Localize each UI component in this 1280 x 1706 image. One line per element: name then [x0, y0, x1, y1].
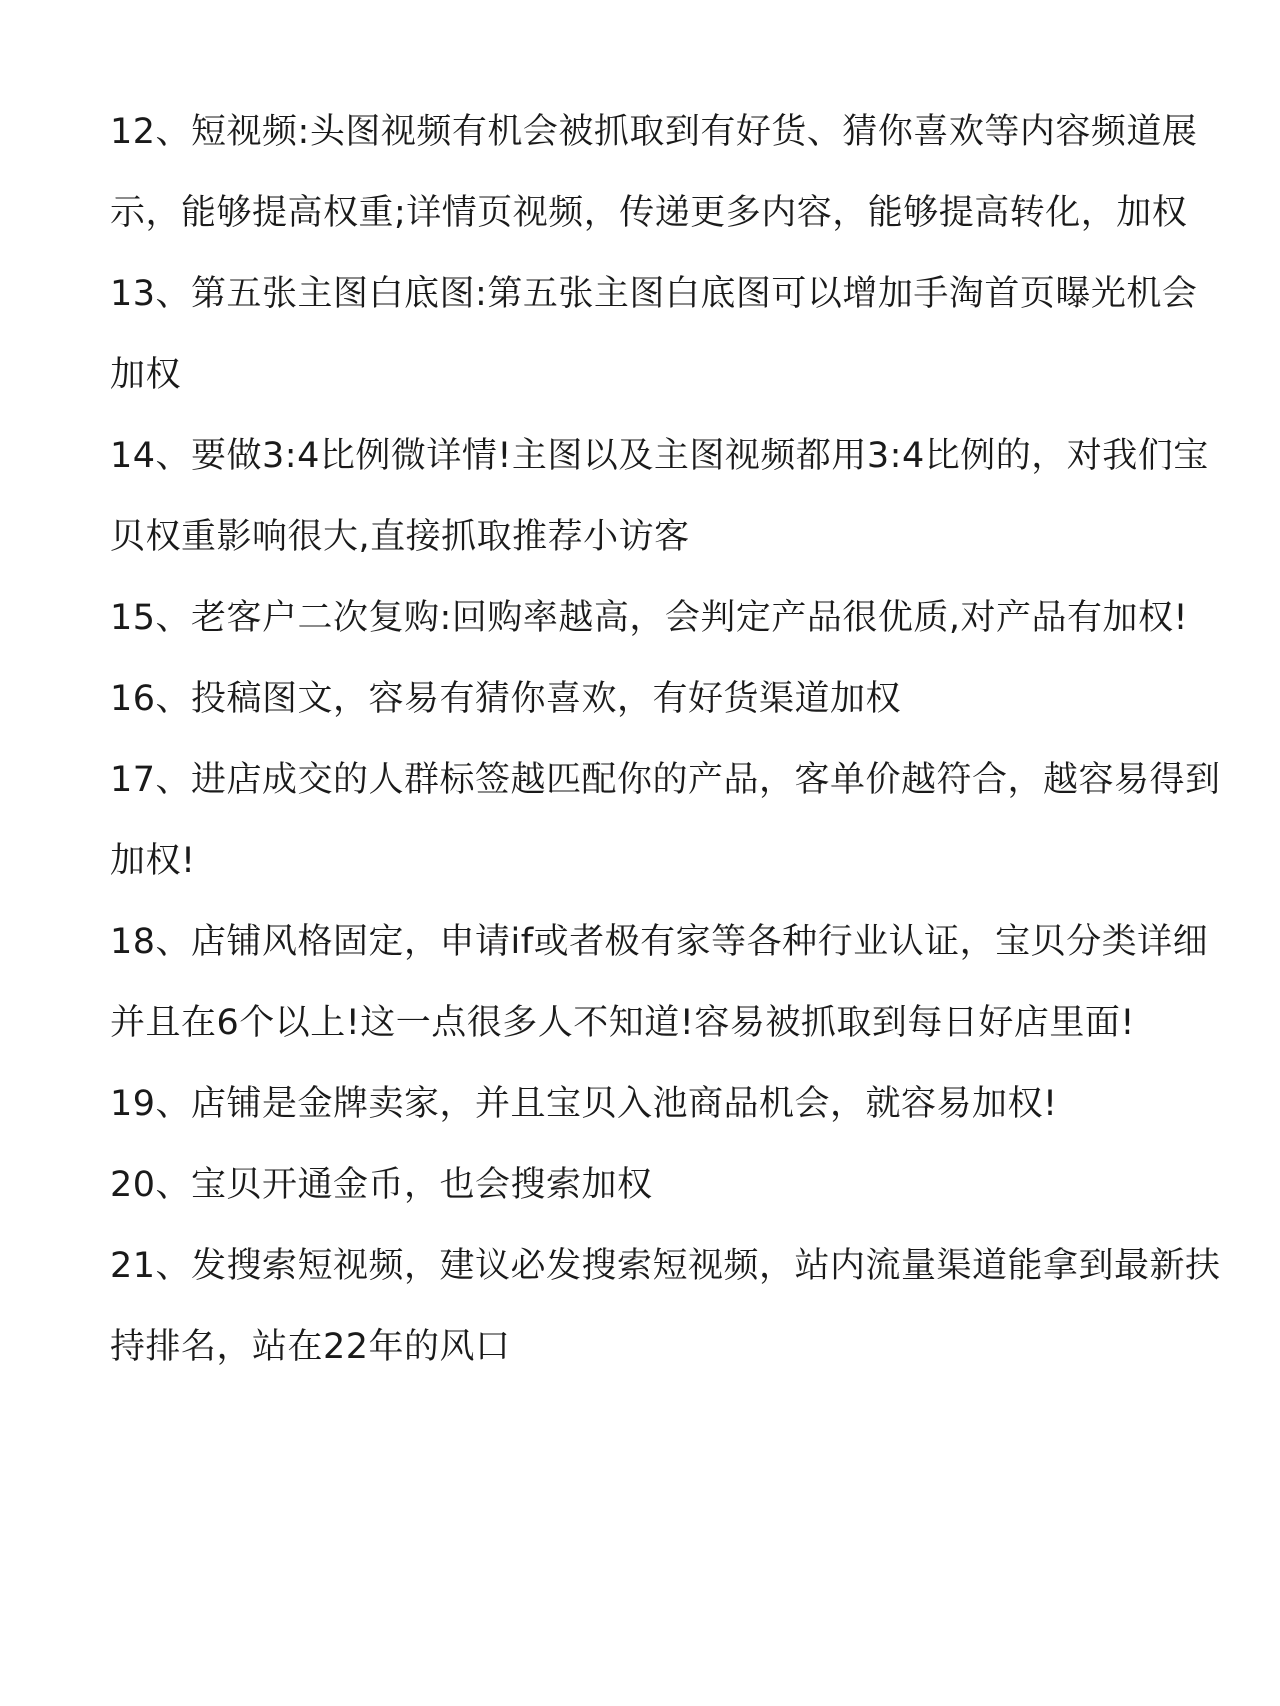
item-line: 15、老客户二次复购:回购率越高，会判定产品很优质,对产品有加权! — [110, 598, 1188, 638]
item-line: 持排名，站在22年的风口 — [110, 1327, 511, 1367]
item-line: 18、店铺风格固定，申请if或者极有家等各种行业认证，宝贝分类详细 — [110, 922, 1209, 962]
list-item-17 — [110, 740, 1221, 902]
item-line: 示，能够提高权重;详情页视频，传递更多内容，能够提高转化，加权 — [110, 193, 1188, 233]
list-item-21 — [110, 1226, 1221, 1388]
list-item-13 — [110, 254, 1198, 416]
list-item-15 — [110, 578, 1188, 659]
item-line: 并且在6个以上!这一点很多人不知道!容易被抓取到每日好店里面! — [110, 1003, 1135, 1043]
item-line: 加权 — [110, 355, 182, 395]
item-line: 12、短视频:头图视频有机会被抓取到有好货、猜你喜欢等内容频道展 — [110, 112, 1198, 152]
item-line: 贝权重影响很大,直接抓取推荐小访客 — [110, 517, 690, 557]
document-list — [110, 92, 1221, 1388]
list-item-12 — [110, 92, 1198, 254]
list-item-18 — [110, 902, 1209, 1064]
item-line: 21、发搜索短视频，建议必发搜索短视频，站内流量渠道能拿到最新扶 — [110, 1246, 1221, 1286]
item-line: 20、宝贝开通金币，也会搜索加权 — [110, 1165, 653, 1205]
item-line: 17、进店成交的人群标签越匹配你的产品，客单价越符合，越容易得到 — [110, 760, 1221, 800]
item-line: 加权! — [110, 841, 196, 881]
item-line: 14、要做3:4比例微详情!主图以及主图视频都用3:4比例的，对我们宝 — [110, 436, 1209, 476]
list-item-14 — [110, 416, 1209, 578]
item-line: 13、第五张主图白底图:第五张主图白底图可以增加手淘首页曝光机会 — [110, 274, 1198, 314]
list-item-20 — [110, 1145, 1180, 1226]
item-line: 19、店铺是金牌卖家，并且宝贝入池商品机会，就容易加权! — [110, 1084, 1058, 1124]
list-item-19 — [110, 1064, 1180, 1145]
item-line: 16、投稿图文，容易有猜你喜欢，有好货渠道加权 — [110, 679, 902, 719]
list-item-16 — [110, 659, 1180, 740]
